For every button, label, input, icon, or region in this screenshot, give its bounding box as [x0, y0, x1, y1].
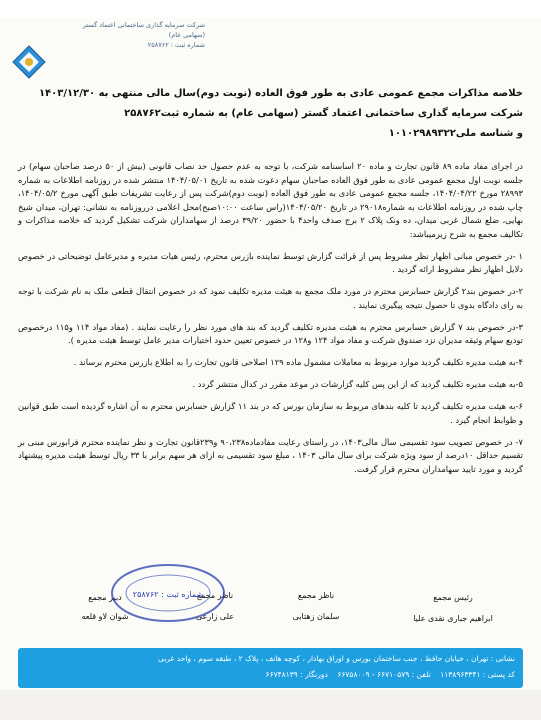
footer-postal-code: کد پستی : ۱۱۳۸۹۶۳۳۴۱	[440, 670, 515, 679]
letterhead-text	[55, 20, 205, 50]
footer-address: نشانی : تهران ، خیابان حافظ ، جنب ساختمان بورس و اوراق بهادار ، کوچه هاتف ، پلاک ۲ ، طبقه سوم ، واحد غربی	[157, 654, 515, 663]
footer-contacts	[26, 670, 515, 679]
secretary-title: دبیر مجمع	[88, 593, 122, 602]
footer-bar	[18, 648, 523, 688]
signature-chairman	[393, 593, 513, 623]
item-paragraph-7: ۷- در خصوص تصویب سود تقسیمی سال مالی۱۴۰۳، در راستای رعایت مفادماده۹۰،۲۳۸ و۲۳۹قانون تجارت و نظر نماینده محترم فرابورس مبنی بر تقسیم حداقل ۱۰درصد از سود ویژه شرکت برای سال مالی ۱۴۰۳ ، مبلغ سود تقسیمی به ازای هر سهم برابر با ۳۳ ریال توسط هیئت مدیره پیشنهاد گردید و مورد تایید سهامداران محترم قرار گرفت.	[18, 436, 523, 474]
item-paragraph-3: ۳-در خصوص بند ۷ گزارش حسابرس محترم به هیئت مدیره تکلیف گردید که بند های مورد نظر را رعایت نمایند . (مفاد مواد ۱۱۴ و۱۱۵ درخصوص تودیع سهام وثیقه مدیران نزد صندوق شرکت و مفاد مواد ۱۲۴ و۱۲۸ در خصوص تعیین حدود اختیارات مدیر عامل توسط هیئت مدیره ).	[18, 321, 523, 346]
footer-phone: تلفن : ۶۶۷۱۰۵۷۹ - ۶۶۷۵۸۰۰۹	[337, 670, 431, 679]
observer2-title: ناظر مجمع	[196, 591, 234, 600]
chairman-name: ابراهیم جباری نقدی علیا	[413, 614, 493, 623]
document-body	[18, 160, 523, 484]
company-stamp-icon	[108, 561, 228, 625]
item-paragraph-6: ۶-به هیئت مدیره تکلیف گردید تا کلیه بندهای مربوط به سازمان بورس که در بند ۱۱ گزارش حسابرس محترم به آن اشاره گردیده است طبق قوانین و ظوابط انجام گیرد .	[18, 401, 524, 425]
title-line-3: و شناسه ملی۱۰۱۰۲۹۸۹۳۲۲	[388, 128, 523, 139]
item-paragraph-4: ۴-به هیئت مدیره تکلیف گردید موارد مربوط به معاملات مشمول ماده ۱۲۹ اصلاحی قانون تجارت را به اطلاع بازرس محترم برساند .	[73, 357, 523, 368]
intro-paragraph: در اجرای مفاد ماده ۸۹ قانون تجارت و ماده ۲۰ اساسنامه شرکت، با توجه به عدم حصول حد نصاب قانونی (بیش از ۵۰ درصد صاحبان سهام) در جلسه نوبت اول مجمع عمومی عادی به طور فوق العاده صاحبان سهام دعوت شده به تاریخ ۱۴۰۴/۰۵/۰۱ منتشر شده در روزنامه اطلاعات به شماره ۲۸۹۹۳ مورخ ۱۴۰۴/۰۴/۲۲، جلسه مجمع عمومی عادی به طور فوق العاده (نوبت دوم)شرکت پس از رعایت تشریفات طبق آگهی مورخ ۱۴۰۴/۰۵/۲، چاپ شده در روزنامه اطلاعات به شماره۲۹۰۱۸ در تاریخ ۱۴۰۴/۰۵/۲۰(راس ساعت ۱۰:۰۰صبح)محل اعلامی درروزنامه به نشانی: تهران، میدان شیخ بهایی، ضلع شمال غربی میدان، ده ونک پلاک ۲ برج صدف واحد۴ با حضور ۳۹/۲۰ درصد از سهامداران شرکت تشکیل گردید که خلاصه مذاکرات و تکالیف مجمع به شرح زیرمیباشد:	[18, 161, 524, 239]
observer1-title: ناظر مجمع	[297, 591, 335, 600]
title-line-1: خلاصه مذاکرات مجمع عمومی عادی به طور فوق العاده (نوبت دوم)سال مالی منتهی به ۱۴۰۳/۱۲/۳۰	[38, 88, 523, 99]
item-paragraph-2: ۲-در خصوص بند۲ گزارش حسابرس محترم در مورد ملک مجمع به هیئت مدیره تکلیف نمود که در خصوص انتقال قطعی ملک به نام شرکت با توجه به رای دادگاه بدوی تا حصول نتیجه پیگیری نمایند .	[18, 286, 524, 310]
item-paragraph-5: ۵-به هیئت مدیره تکلیف گردید که از این پس کلیه گزارشات در موعد مقرر در کدال منتشر گردد .	[192, 379, 523, 390]
letterhead	[0, 15, 220, 95]
signature-observer-1	[261, 591, 371, 621]
document-title	[18, 84, 523, 144]
secretary-name: شوان لاو قلعه	[81, 612, 129, 621]
observer2-name: علی زارعی	[195, 612, 235, 621]
letterhead-company: شرکت سرمایه گذاری ساختمانی اعتماد گستر	[82, 21, 205, 29]
stamp-text: شماره ثبت : ۲۵۸۷۶۲	[132, 590, 204, 599]
bottom-margin	[0, 690, 541, 720]
letterhead-type: (سهامی عام)	[168, 31, 205, 39]
observer1-name: سلمان زهتابی	[292, 612, 340, 621]
chairman-title: رئیس مجمع	[433, 593, 473, 602]
footer-fax: دورنگار : ۶۶۷۴۸۱۳۹	[265, 670, 328, 679]
company-logo-icon	[12, 45, 46, 79]
title-line-2: شرکت سرمایه گذاری ساختمانی اعتماد گستر (سهامی عام) به شماره ثبت۲۵۸۷۶۲	[124, 108, 523, 119]
item-paragraph-1: ۱ -در خصوص مبانی اظهار نظر مشروط پس از قرائت گزارش توسط نماینده بازرس محترم، رئیس هیات مدیره و مدیرعامل توضیحاتی در خصوص دلایل اظهار نظر مشروط ارائه گردید .	[18, 250, 523, 275]
letterhead-registration: شماره ثبت : ۲۵۸۷۶۲	[147, 41, 205, 49]
